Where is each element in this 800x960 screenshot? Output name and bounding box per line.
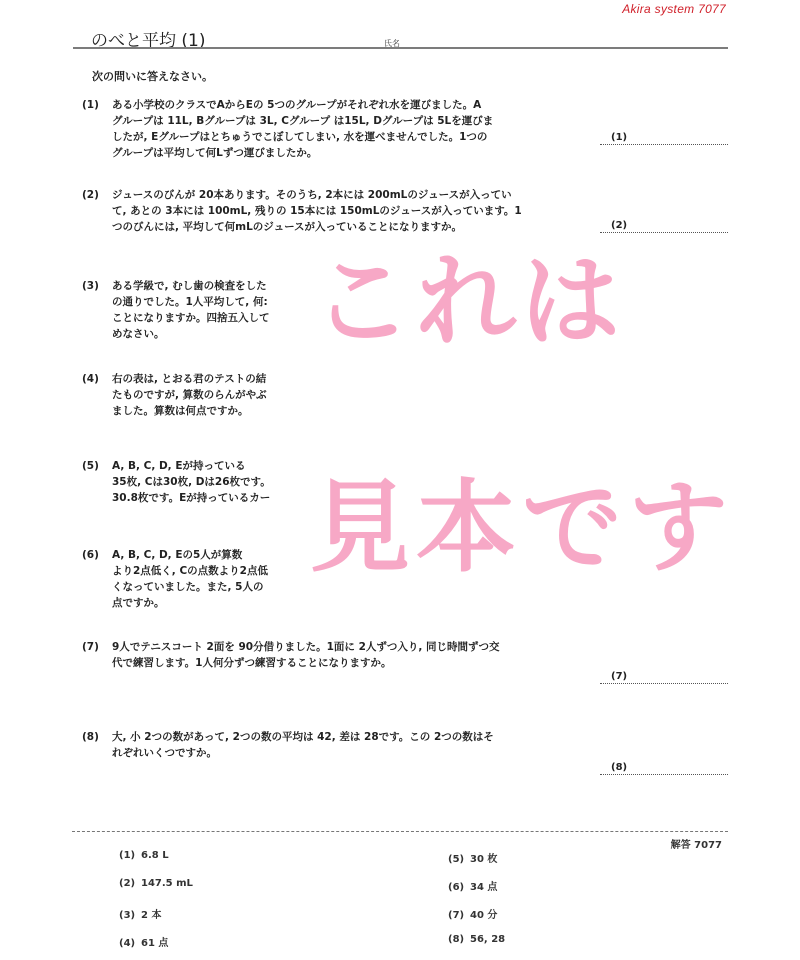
answer-item-8 (448, 934, 505, 945)
problem-number: (6) (82, 549, 99, 561)
answer-number: (6) (448, 882, 465, 893)
problem-text-line: グループは 11L, Bグループは 3L, Cグループ は15L, Dグループは 5Lを運びま (112, 115, 494, 127)
answer-field-label: (8) (611, 762, 628, 773)
answer-field-label: (2) (611, 220, 628, 231)
answer-field-label: (1) (611, 132, 628, 143)
answer-item-4 (119, 934, 168, 949)
answer-number: (8) (448, 934, 465, 945)
problem-text-line: 9人でテニスコート 2面を 90分借りました。1面に 2人ずつ入り, 同じ時間ずつ交 (112, 641, 500, 653)
cut-line (72, 831, 728, 832)
problem-text-line: 35枚, Cは30枚, Dは26枚です。 (112, 476, 271, 488)
problem-text-line: ある学級で, むし歯の検査をした (112, 280, 267, 292)
answer-value: 2 本 (141, 910, 162, 921)
problem-text-line: たものですが, 算数のらんがやぶ (112, 389, 267, 401)
problem-7 (82, 639, 602, 671)
answer-item-6 (448, 878, 497, 893)
problem-5 (82, 458, 308, 506)
answer-field-1[interactable] (600, 130, 728, 145)
answer-field-label: (7) (611, 671, 628, 682)
answer-number: (7) (448, 910, 465, 921)
instructions: 次の問いに答えなさい。 (92, 70, 213, 83)
problem-text-line: つのびんには, 平均して何mLのジュースが入っていることになりますか。 (112, 221, 463, 233)
problem-number: (5) (82, 460, 99, 472)
answer-number: (3) (119, 910, 136, 921)
answer-number: (4) (119, 938, 136, 949)
worksheet-title: のべと平均 (1) (91, 31, 206, 51)
sample-watermark-line2: 見本です (310, 469, 734, 586)
answer-value: 40 分 (470, 910, 498, 921)
problem-text-line: て, あとの 3本には 100mL, 残りの 15本には 150mLのジュースが入っています。1 (112, 205, 522, 217)
problem-text-line: 30.8枚です。Eが持っているカー (112, 492, 271, 504)
problem-text-line: ジュースのびんが 20本あります。そのうち, 2本には 200mLのジュースが入ってい (112, 189, 512, 201)
problem-6 (82, 547, 308, 611)
problem-text-line: A, B, C, D, Eの5人が算数 (112, 549, 243, 561)
answer-number: (2) (119, 878, 136, 889)
problem-text-line: れぞれいくつですか。 (112, 747, 217, 759)
answer-item-2 (119, 878, 193, 889)
problem-text-line: 右の表は, とおる君のテストの結 (112, 373, 267, 385)
brand-label: Akira system 7077 (622, 2, 726, 16)
problem-4 (82, 371, 308, 419)
problem-number: (7) (82, 641, 99, 653)
problem-text-line: くなっていました。また, 5人の (112, 581, 264, 593)
answer-number: (5) (448, 854, 465, 865)
header-divider (73, 47, 728, 49)
problem-text-line: より2点低く, Cの点数より2点低 (112, 565, 268, 577)
problem-text-line: ことになりますか。四捨五入して (112, 312, 270, 324)
answer-key-title: 解答 7077 (670, 840, 722, 851)
problem-text-line: 代で練習します。1人何分ずつ練習することになりますか。 (112, 657, 392, 669)
answer-value: 147.5 mL (141, 878, 193, 889)
answer-number: (1) (119, 850, 136, 861)
answer-item-3 (119, 906, 161, 921)
answer-value: 61 点 (141, 938, 169, 949)
problem-text-line: 点ですか。 (112, 597, 165, 609)
problem-text-line: めなさい。 (112, 328, 165, 340)
problem-number: (8) (82, 731, 99, 743)
problem-number: (4) (82, 373, 99, 385)
problem-number: (2) (82, 189, 99, 201)
problem-text-line: グループは平均して何Lずつ運びましたか。 (112, 147, 318, 159)
answer-field-8[interactable] (600, 760, 728, 775)
problem-number: (3) (82, 280, 99, 292)
problem-3 (82, 278, 308, 342)
problem-1 (82, 97, 602, 161)
answer-field-2[interactable] (600, 218, 728, 233)
answer-item-1 (119, 850, 169, 861)
name-field-label: 氏名 (384, 39, 400, 48)
problem-8 (82, 729, 602, 761)
problem-number: (1) (82, 99, 99, 111)
problem-text-line: ある小学校のクラスでAからEの 5つのグループがそれぞれ水を運びました。A (112, 99, 482, 111)
problem-text-line: A, B, C, D, Eが持っている (112, 460, 246, 472)
problem-2 (82, 187, 602, 235)
answer-value: 56, 28 (470, 934, 506, 945)
problem-text-line: 大, 小 2つの数があって, 2つの数の平均は 42, 差は 28です。この 2つの数はそ (112, 731, 494, 743)
problem-text-line: したが, Eグループはとちゅうでこぼしてしまい, 水を運べませんでした。1つの (112, 131, 488, 143)
problem-text-line: ました。算数は何点ですか。 (112, 405, 249, 417)
answer-item-5 (448, 850, 497, 865)
sample-watermark-line1: これは (312, 243, 624, 360)
answer-field-7[interactable] (600, 669, 728, 684)
problem-text-line: の通りでした。1人平均して, 何: (112, 296, 268, 308)
answer-value: 30 枚 (470, 854, 498, 865)
answer-item-7 (448, 906, 497, 921)
answer-value: 6.8 L (141, 850, 169, 861)
answer-value: 34 点 (470, 882, 498, 893)
